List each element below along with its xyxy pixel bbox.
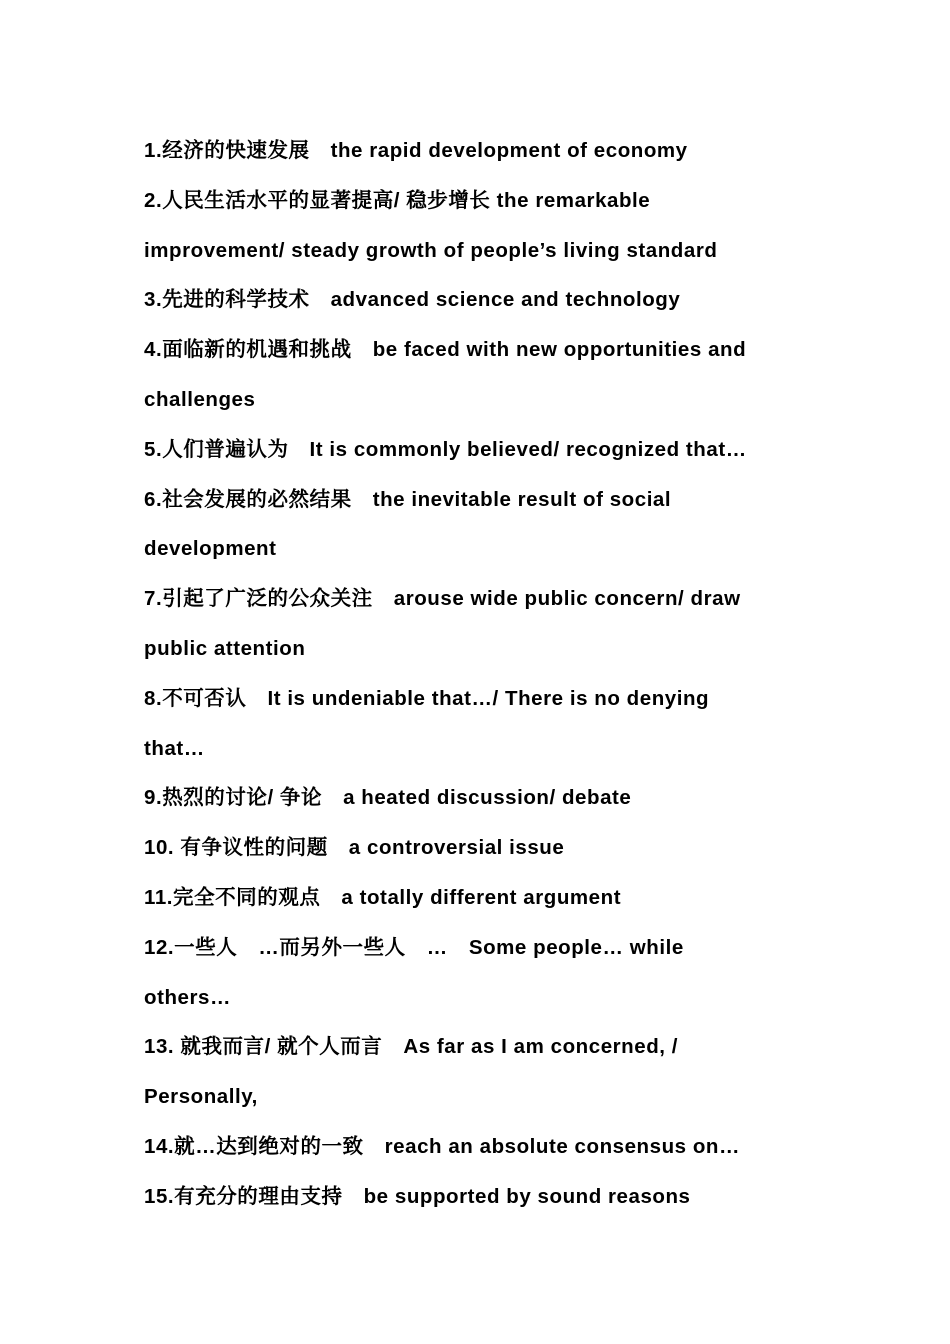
phrase-line-4: 4.面临新的机遇和挑战 be faced with new opportunities and [144, 338, 747, 362]
phrase-line-13-continued: Personally, [144, 1085, 258, 1109]
phrase-line-14: 14.就…达到绝对的一致 reach an absolute consensus on… [144, 1134, 741, 1158]
phrase-line-8-continued: that… [144, 736, 205, 760]
phrase-line-4-continued: challenges [144, 387, 256, 411]
phrase-line-12-continued: others… [144, 985, 232, 1009]
document-body [144, 126, 824, 1222]
phrase-line-11: 11.完全不同的观点 a totally different argument [144, 885, 622, 909]
phrase-line-5: 5.人们普遍认为 It is commonly believed/ recognized that… [144, 437, 747, 461]
phrase-line-8: 8.不可否认 It is undeniable that…/ There is no denying [144, 686, 710, 710]
phrase-line-6-continued: development [144, 537, 277, 561]
phrase-line-7: 7.引起了广泛的公众关注 arouse wide public concern/ draw [144, 587, 741, 611]
phrase-line-2: 2.人民生活水平的显著提高/ 稳步增长 the remarkable [144, 188, 651, 212]
phrase-line-12: 12.一些人 …而另外一些人 … Some people… while [144, 935, 684, 959]
phrase-line-6: 6.社会发展的必然结果 the inevitable result of social [144, 487, 672, 511]
phrase-line-2-continued: improvement/ steady growth of people’s living standard [144, 238, 718, 262]
phrase-line-3: 3.先进的科学技术 advanced science and technology [144, 288, 681, 312]
phrase-line-10: 10. 有争议性的问题 a controversial issue [144, 836, 565, 860]
phrase-line-9: 9.热烈的讨论/ 争论 a heated discussion/ debate [144, 786, 632, 810]
phrase-line-1: 1.经济的快速发展 the rapid development of economy [144, 139, 688, 162]
phrase-line-13: 13. 就我而言/ 就个人而言 As far as I am concerned, / [144, 1035, 679, 1059]
phrase-line-15: 15.有充分的理由支持 be supported by sound reasons [144, 1184, 691, 1208]
phrase-line-7-continued: public attention [144, 636, 306, 660]
